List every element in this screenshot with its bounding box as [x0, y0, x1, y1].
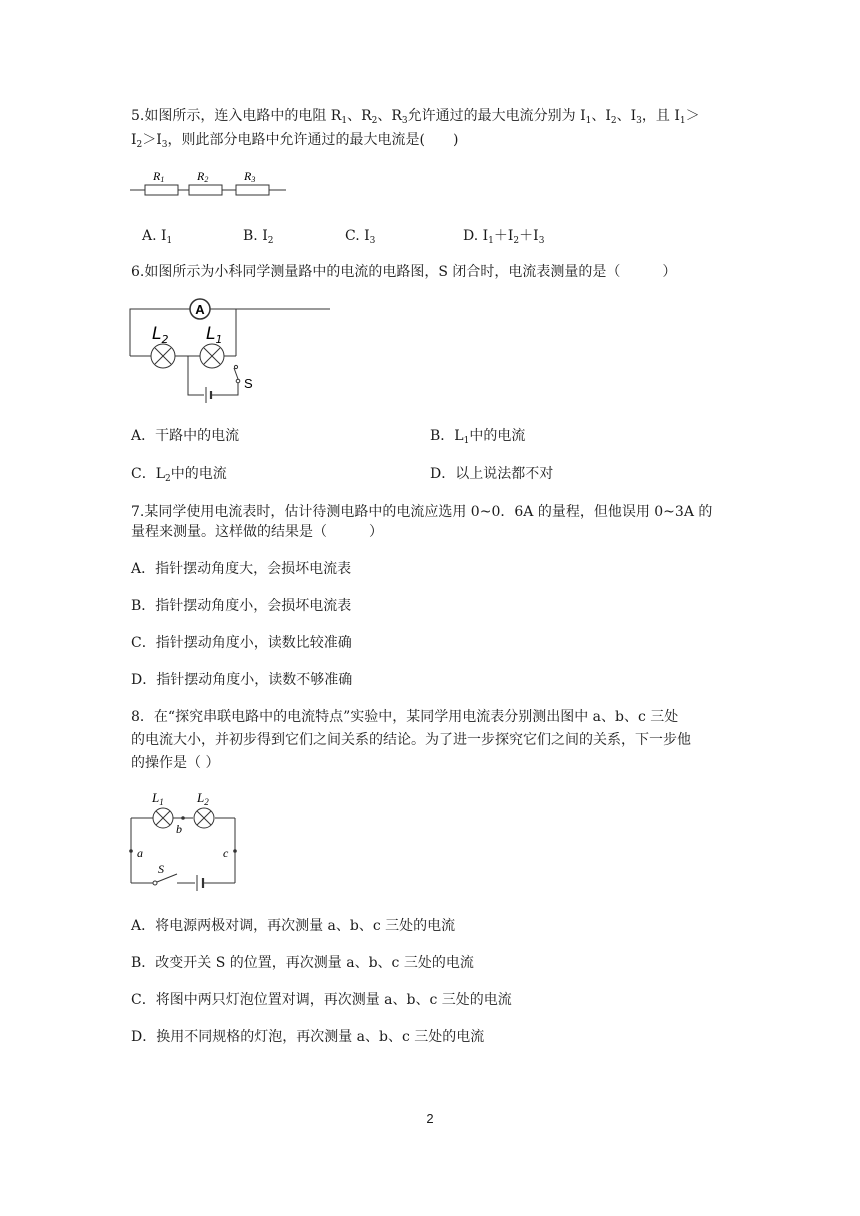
q8-option-b: B．改变开关 S 的位置，再次测量 a、b、c 三处的电流: [131, 955, 474, 971]
svg-text:L1: $L_1$: [152, 790, 164, 807]
svg-text:L2: $L_2$: [197, 790, 209, 807]
svg-text:c: c: [223, 846, 229, 860]
page-number: 2: [426, 1111, 434, 1126]
q7-option-d: D．指针摆动角度小，读数不够准确: [131, 672, 353, 688]
q8-option-d: D．换用不同规格的灯泡，再次测量 a、b、c 三处的电流: [131, 1029, 485, 1045]
q5-stem-line2: $I_2>I_3$，则此部分电路中允许通过的最大电流是( ): [131, 132, 459, 150]
q6-stem: 6.如图所示为小科同学测量路中的电流的电路图，S 闭合时，电流表测量的是（ ）: [131, 264, 677, 280]
q7-option-a: A．指针摆动角度大，会损坏电流表: [131, 561, 352, 577]
q6-circuit-diagram: [130, 298, 260, 413]
q8-circuit-diagram: [131, 787, 241, 892]
q8-stem-line1: 8．在“探究串联电路中的电流特点”实验中，某同学用电流表分别测出图中 a、b、c 三处: [131, 709, 679, 725]
q6-option-a: A．干路中的电流: [131, 428, 240, 444]
q8-stem-line3: 的操作是（ ）: [131, 755, 220, 771]
q5-option-a: A. $I_1$: [142, 228, 173, 246]
svg-text:S: S: [158, 862, 164, 876]
q7-stem-line1: 7.某同学使用电流表时，估计待测电路中的电流应选用 0~0．6A 的量程，但他误用 0~3A 的: [131, 504, 713, 520]
q8-stem-line2: 的电流大小，并初步得到它们之间关系的结论。为了进一步探究它们之间的关系，下一步他: [131, 732, 691, 748]
q5-option-b: B. $I_2$: [243, 228, 274, 246]
svg-text:R1: R1: [153, 169, 165, 184]
svg-text:L1: $L_1$: [206, 324, 223, 346]
svg-text:a: a: [137, 846, 143, 860]
q6-option-c: C．$L_2$中的电流: [131, 466, 227, 484]
svg-text:L2: $L_2$: [152, 324, 169, 346]
svg-text:S: S: [244, 376, 253, 391]
q7-option-b: B．指针摆动角度小，会损坏电流表: [131, 598, 352, 614]
q8-option-a: A．将电源两极对调，再次测量 a、b、c 三处的电流: [131, 918, 456, 934]
svg-text:R3: R3: [244, 169, 256, 184]
svg-text:R2: R2: [197, 169, 209, 184]
q7-option-c: C．指针摆动角度小，读数比较准确: [131, 635, 352, 651]
q5-option-d: D. $I_1+I_2+I_3$: [463, 228, 545, 246]
ammeter-label: A: [195, 302, 205, 317]
q6-option-b: B．$L_1$中的电流: [430, 428, 526, 446]
svg-text:b: b: [176, 822, 182, 836]
q7-stem-line2: 量程来测量。这样做的结果是（ ）: [131, 524, 383, 540]
q6-option-d: D．以上说法都不对: [430, 466, 554, 482]
q8-option-c: C．将图中两只灯泡位置对调，再次测量 a、b、c 三处的电流: [131, 992, 512, 1008]
q5-resistor-diagram: [130, 165, 290, 200]
q5-option-c: C. $I_3$: [345, 228, 376, 246]
q5-stem-line1: 5.如图所示，连入电路中的电阻 $R_1$、$R_2$、$R_3$允许通过的最大电流分别为 $I_1$、$I_2$、$I_3$，且 $I_1>$: [131, 108, 700, 126]
